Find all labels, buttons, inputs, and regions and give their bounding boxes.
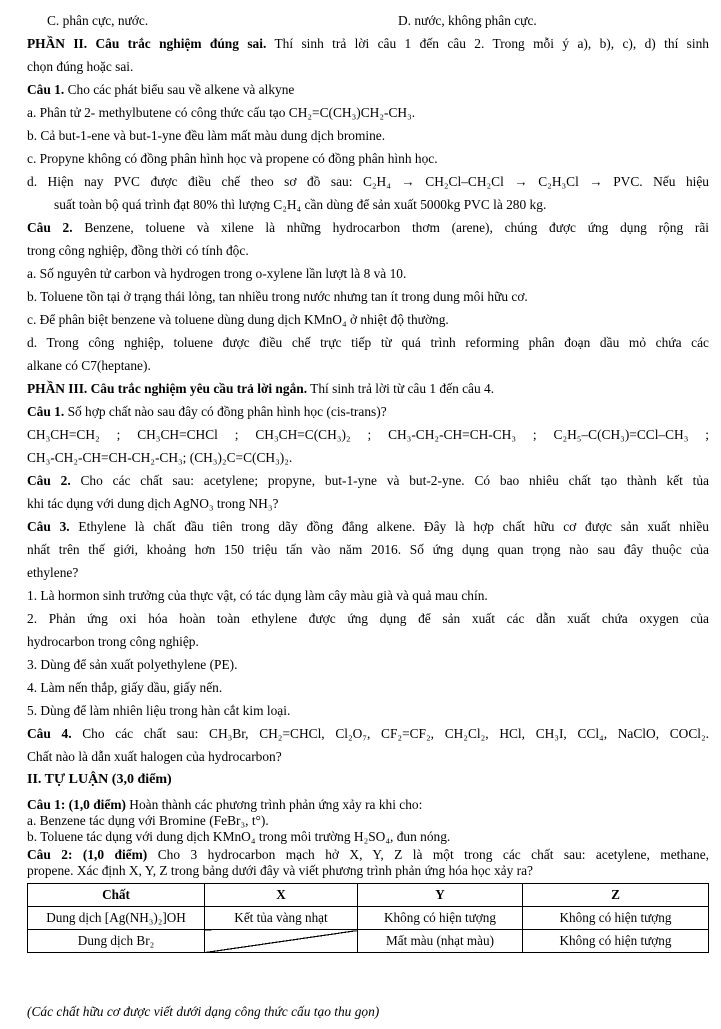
p2-q2-d: d. Trong công nghiệp, toluene được điều chế trực tiếp từ quá trình reforming phân đoạn dầu mỏ chứa các <box>27 335 709 350</box>
p3-q2: Câu 2. Cho các chất sau: acetylene; propyne, but-1-yne và but-2-yne. Có bao nhiêu chất tạo thành kết tủa <box>27 473 709 488</box>
reaction-table <box>27 883 709 953</box>
table-cell: Dung dịch Br₂ <box>28 930 205 953</box>
part2-instruction: chọn đúng hoặc sai. <box>27 59 134 74</box>
p2-q1-b: b. Cả but-1-ene và but-1-yne đều làm mất màu dung dịch bromine. <box>27 128 386 143</box>
p2-q1-c: c. Propyne không có đồng phân hình học và propene có đồng phân hình học. <box>27 151 438 166</box>
p3-q3-opt3: 3. Dùng để sản xuất polyethylene (PE). <box>27 657 238 672</box>
essay-q1-b: b. Toluene tác dụng với dung dịch KMnO₄ trong môi trường H₂SO₄, đun nóng. <box>27 829 451 844</box>
table-cell: Dung dịch [Ag(NH₃)₂]OH <box>28 907 205 930</box>
table-note: (Các chất hữu cơ được viết dưới dạng công thức cấu tạo thu gọn) <box>27 1004 380 1019</box>
p2-q2: Câu 2. Benzene, toluene và xilene là những hydrocarbon thơm (arene), chúng được ứng dụng rộng rãi <box>27 220 709 235</box>
table-header-row <box>28 884 709 907</box>
p3-q4: Câu 4. Cho các chất sau: CH₃Br, CH₂=CHCl, Cl₂O₇, CF₂=CF₂, CH₂Cl₂, HCl, CH₃I, CCl₄, NaClO, COCl₂. <box>27 726 709 741</box>
p3-q3-opt5: 5. Dùng để làm nhiên liệu trong hàn cắt kim loại. <box>27 703 291 718</box>
p3-q1-list-cont: CH₃-CH₂-CH=CH-CH₂-CH₃; (CH₃)₂C=C(CH₃)₂. <box>27 450 293 465</box>
p3-q3-opt4: 4. Làm nến thắp, giấy dầu, giấy nến. <box>27 680 223 695</box>
essay-q2-cont: propene. Xác định X, Y, Z trong bảng dưới đây và viết phương trình phản ứng hóa học xảy ra? <box>27 863 533 878</box>
p3-q3-opt1: 1. Là hormon sinh trưởng của thực vật, có tác dụng làm cây màu già và quả mau chín. <box>27 588 488 603</box>
p3-q3: Câu 3. Ethylene là chất đầu tiên trong dãy đồng đẳng alkene. Đây là hợp chất hữu cơ được sản xuất nhiều <box>27 519 709 534</box>
p2-q1-d: d. Hiện nay PVC được điều chế theo sơ đồ sau: C₂H₄ → CH₂Cl–CH₂Cl → C₂H₃Cl → PVC. Nếu hiệu <box>27 174 709 189</box>
p2-q2-d-cont: alkane có C7(heptane). <box>27 358 151 373</box>
p3-q3-opt2-cont: hydrocarbon trong công nghiệp. <box>27 634 199 649</box>
table-cell: Không có hiện tượng <box>523 930 709 953</box>
table-cell: Không có hiện tượng <box>358 907 523 930</box>
p3-q3-cont: nhất trên thế giới, khoảng hơn 150 triệu tấn vào năm 2016. Số ứng dụng quan trọng nào sau đây thuộc của <box>27 542 709 557</box>
option-d: D. nước, không phân cực. <box>398 13 537 28</box>
table-header: Z <box>523 884 709 907</box>
p3-q2-cont: khi tác dụng với dung dịch AgNO₃ trong NH₃? <box>27 496 279 511</box>
table-header: Y <box>358 884 523 907</box>
essay-heading: II. TỰ LUẬN (3,0 điểm) <box>27 772 172 787</box>
p2-q2-b: b. Toluene tồn tại ở trạng thái lỏng, tan nhiều trong nước nhưng tan ít trong dung môi hữu cơ. <box>27 289 528 304</box>
option-c: C. phân cực, nước. <box>47 13 149 28</box>
table-row <box>28 907 709 930</box>
p3-q1-list: CH₃CH=CH₂ ; CH₃CH=CHCl ; CH₃CH=C(CH₃)₂ ; CH₃-CH₂-CH=CH-CH₃ ; C₂H₅–C(CH₃)=CCl–CH₃ ; <box>27 427 709 442</box>
table-header: X <box>205 884 358 907</box>
p3-q4-cont: Chất nào là dẫn xuất halogen của hydrocarbon? <box>27 749 282 764</box>
p3-q3-opt2: 2. Phản ứng oxi hóa hoàn toàn ethylene được ứng dụng để sản xuất các dẫn xuất chứa oxygen của <box>27 611 709 626</box>
table-cell: Kết tủa vàng nhạt <box>205 907 358 930</box>
p2-q1-a: a. Phân tử 2- methylbutene có công thức cấu tạo CH₂=C(CH₃)CH₂-CH₃. <box>27 105 416 120</box>
table-cell-diagonal <box>205 930 358 953</box>
part3-heading: PHẦN III. Câu trắc nghiệm yêu cầu trả lời ngắn. Thí sinh trả lời từ câu 1 đến câu 4. <box>27 381 495 396</box>
table-cell: Mất màu (nhạt màu) <box>358 930 523 953</box>
p3-q3-cont2: ethylene? <box>27 565 79 580</box>
table-header: Chất <box>28 884 205 907</box>
table-row <box>28 930 709 953</box>
table-cell: Không có hiện tượng <box>523 907 709 930</box>
part2-heading: PHẦN II. Câu trắc nghiệm đúng sai. Thí sinh trả lời câu 1 đến câu 2. Trong mỗi ý a), b), c), d) thí sinh <box>27 36 709 51</box>
p2-q2-c: c. Để phân biệt benzene và toluene dùng dung dịch KMnO₄ ở nhiệt độ thường. <box>27 312 449 327</box>
p3-q1: Câu 1. Số hợp chất nào sau đây có đồng phân hình học (cis-trans)? <box>27 404 387 419</box>
p2-q1-d-cont: suất toàn bộ quá trình đạt 80% thì lượng C₂H₄ cần dùng để sản xuất 5000kg PVC là 280 kg. <box>54 197 547 212</box>
p2-q2-cont: trong công nghiệp, đồng thời có tính độc. <box>27 243 249 258</box>
p2-q2-a: a. Số nguyên tử carbon và hydrogen trong o-xylene lần lượt là 8 và 10. <box>27 266 407 281</box>
essay-q2: Câu 2: (1,0 điểm) Cho 3 hydrocarbon mạch hở X, Y, Z là một trong các chất sau: acetylene, methane, <box>27 847 709 862</box>
essay-q1-a: a. Benzene tác dụng với Bromine (FeBr₃, t°). <box>27 813 269 828</box>
essay-q1: Câu 1: (1,0 điểm) Hoàn thành các phương trình phản ứng xảy ra khi cho: <box>27 797 423 812</box>
p2-q1: Câu 1. Cho các phát biểu sau về alkene và alkyne <box>27 82 295 97</box>
